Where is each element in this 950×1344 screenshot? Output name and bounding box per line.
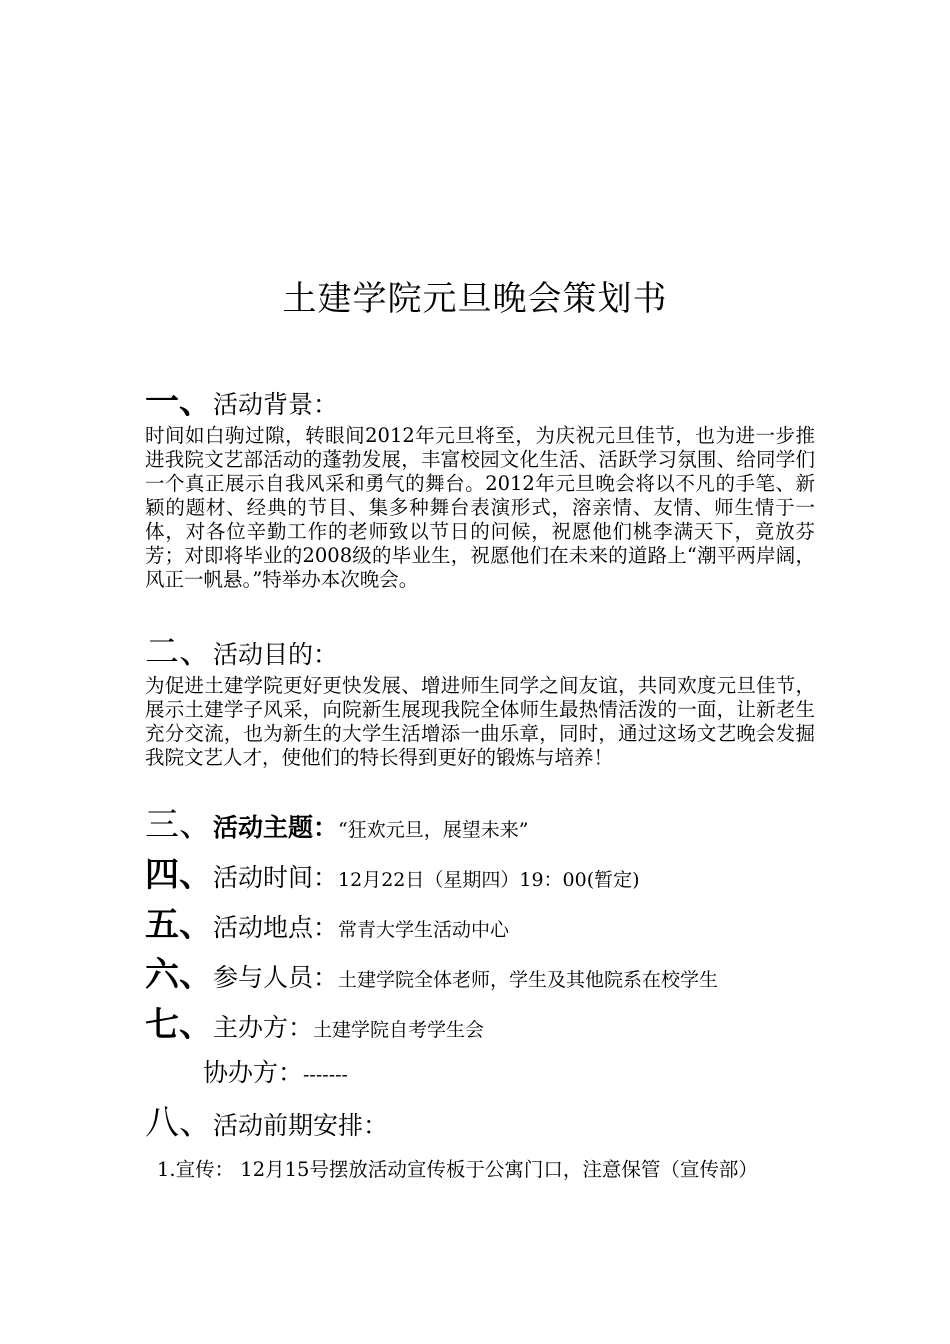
- section-number: 四、: [145, 855, 213, 895]
- section-participants: [145, 955, 718, 995]
- section-heading: 活动主题：: [213, 813, 339, 842]
- section-heading: 参与人员：: [213, 963, 339, 992]
- section-arrangements-heading: [145, 1103, 388, 1143]
- section-number: 八、: [145, 1103, 213, 1143]
- section-background-body: 时间如白驹过隙，转眼间2012年元旦将至，为庆祝元旦佳节，也为进一步推进我院文艺部活动的蓬勃发展，丰富校园文化生活、活跃学习氛围、给同学们一个真正展示自我风采和勇气的舞台。2012年元旦晚会将以不凡的手笔、新颖的题材、经典的节目、集多种舞台表演形式，溶亲情、友情、师生情于一体，对各位辛勤工作的老师致以节日的问候，祝愿他们桃李满天下，竟放芬芳；对即将毕业的2008级的毕业生，祝愿他们在未来的道路上“潮平两岸阔，风正一帆悬。”特举办本次晚会。: [145, 424, 815, 591]
- section-number: 二、: [145, 632, 213, 672]
- co-organizer: [203, 1053, 348, 1089]
- section-heading: 活动前期安排：: [213, 1111, 389, 1140]
- section-value: 土建学院全体老师，学生及其他院系在校学生: [338, 969, 719, 991]
- section-heading: 活动背景：: [213, 390, 339, 419]
- section-location: [145, 905, 509, 945]
- section-time: [145, 855, 640, 895]
- section-theme: [145, 805, 528, 845]
- section-heading: 活动地点：: [213, 913, 339, 942]
- document-title: 土建学院元旦晚会策划书: [282, 279, 668, 319]
- section-number: 三、: [145, 805, 213, 845]
- co-organizer-value: -------: [303, 1064, 348, 1086]
- section-number: 五、: [145, 905, 213, 945]
- section-value: “狂欢元旦，展望未来”: [338, 819, 529, 841]
- section-heading: 活动时间：: [213, 863, 339, 892]
- section-number: 六、: [145, 955, 213, 995]
- section-purpose-heading: [145, 632, 338, 672]
- section-number: 七、: [145, 1005, 213, 1045]
- arrangement-item: 1.宣传： 12月15号摆放活动宣传板于公寓门口，注意保管（宣传部）: [157, 1158, 758, 1181]
- section-purpose-body: 为促进土建学院更好更快发展、增进师生同学之间友谊，共同欢度元旦佳节，展示土建学子风采，向院新生展现我院全体师生最热情活泼的一面，让新老生充分交流，也为新生的大学生活增添一曲乐章，同时，通过这场文艺晚会发掘我院文艺人才，使他们的特长得到更好的锻炼与培养！: [145, 674, 815, 769]
- section-heading: 活动目的：: [213, 640, 339, 669]
- section-number: 一、: [145, 382, 213, 422]
- section-heading: 主办方：: [213, 1013, 314, 1042]
- section-value: 常青大学生活动中心: [338, 919, 510, 941]
- section-background-heading: [145, 382, 338, 422]
- co-organizer-heading: 协办方：: [203, 1058, 304, 1087]
- section-organizer: [145, 1005, 484, 1045]
- section-value: 12月22日（星期四）19：00(暂定): [338, 869, 640, 891]
- section-value: 土建学院自考学生会: [313, 1019, 485, 1041]
